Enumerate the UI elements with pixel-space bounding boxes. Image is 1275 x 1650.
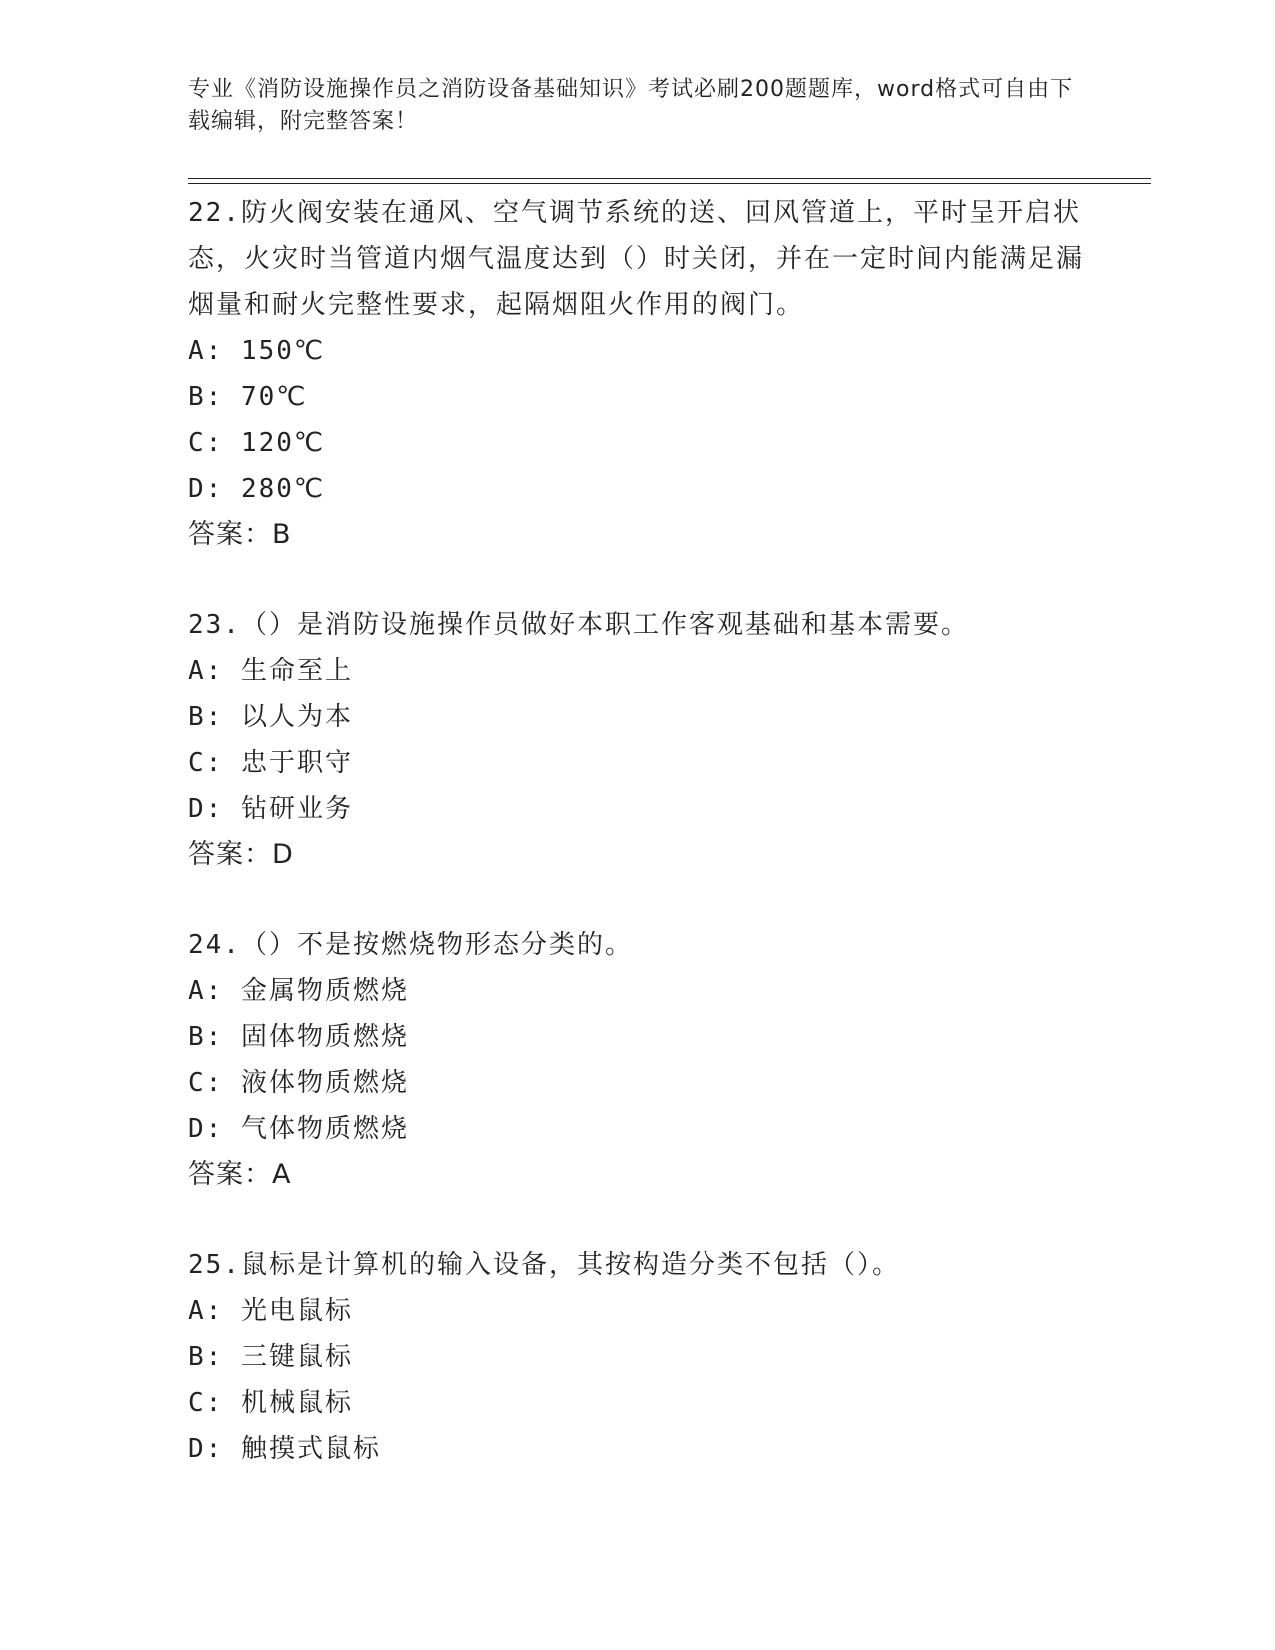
option-b: B: 70℃ [188,382,308,412]
option-d: D: 触摸式鼠标 [188,1434,381,1464]
answer-line: 答案：D [188,839,294,870]
question-text: 25.鼠标是计算机的输入设备，其按构造分类不包括（）。 [188,1250,900,1280]
question-22 [188,190,1088,558]
question-24 [188,922,1088,1198]
question-25 [188,1242,1088,1472]
answer-line: 答案：A [188,1159,292,1190]
question-spacer [188,1198,1088,1242]
question-spacer [188,878,1088,922]
option-d: D: 钻研业务 [188,794,353,824]
option-c: C: 液体物质燃烧 [188,1068,409,1098]
option-d: D: 280℃ [188,474,326,504]
option-a: A: 金属物质燃烧 [188,976,409,1006]
option-b: B: 固体物质燃烧 [188,1022,409,1052]
option-d: D: 气体物质燃烧 [188,1114,409,1144]
option-a: A: 光电鼠标 [188,1296,353,1326]
document-intro: 专业《消防设施操作员之消防设备基础知识》考试必刷200题题库，word格式可自由下载编辑，附完整答案！ [188,77,1074,134]
option-a: A: 150℃ [188,336,326,366]
question-23 [188,602,1088,878]
question-text: 24.（）不是按燃烧物形态分类的。 [188,930,633,960]
option-b: B: 以人为本 [188,702,353,732]
question-spacer [188,558,1088,602]
question-text: 23.（）是消防设施操作员做好本职工作客观基础和基本需要。 [188,610,969,640]
option-a: A: 生命至上 [188,656,353,686]
option-c: C: 机械鼠标 [188,1388,353,1418]
header-divider-top [188,178,1151,179]
header-divider-bottom [188,183,1151,184]
option-b: B: 三键鼠标 [188,1342,353,1372]
option-c: C: 120℃ [188,428,326,458]
question-list [188,190,1088,1472]
option-c: C: 忠于职守 [188,748,353,778]
answer-line: 答案：B [188,519,292,550]
question-text: 22.防火阀安装在通风、空气调节系统的送、回风管道上，平时呈开启状态，火灾时当管道内烟气温度达到（）时关闭，并在一定时间内能满足漏烟量和耐火完整性要求，起隔烟阻火作用的阀门。 [188,198,1085,320]
